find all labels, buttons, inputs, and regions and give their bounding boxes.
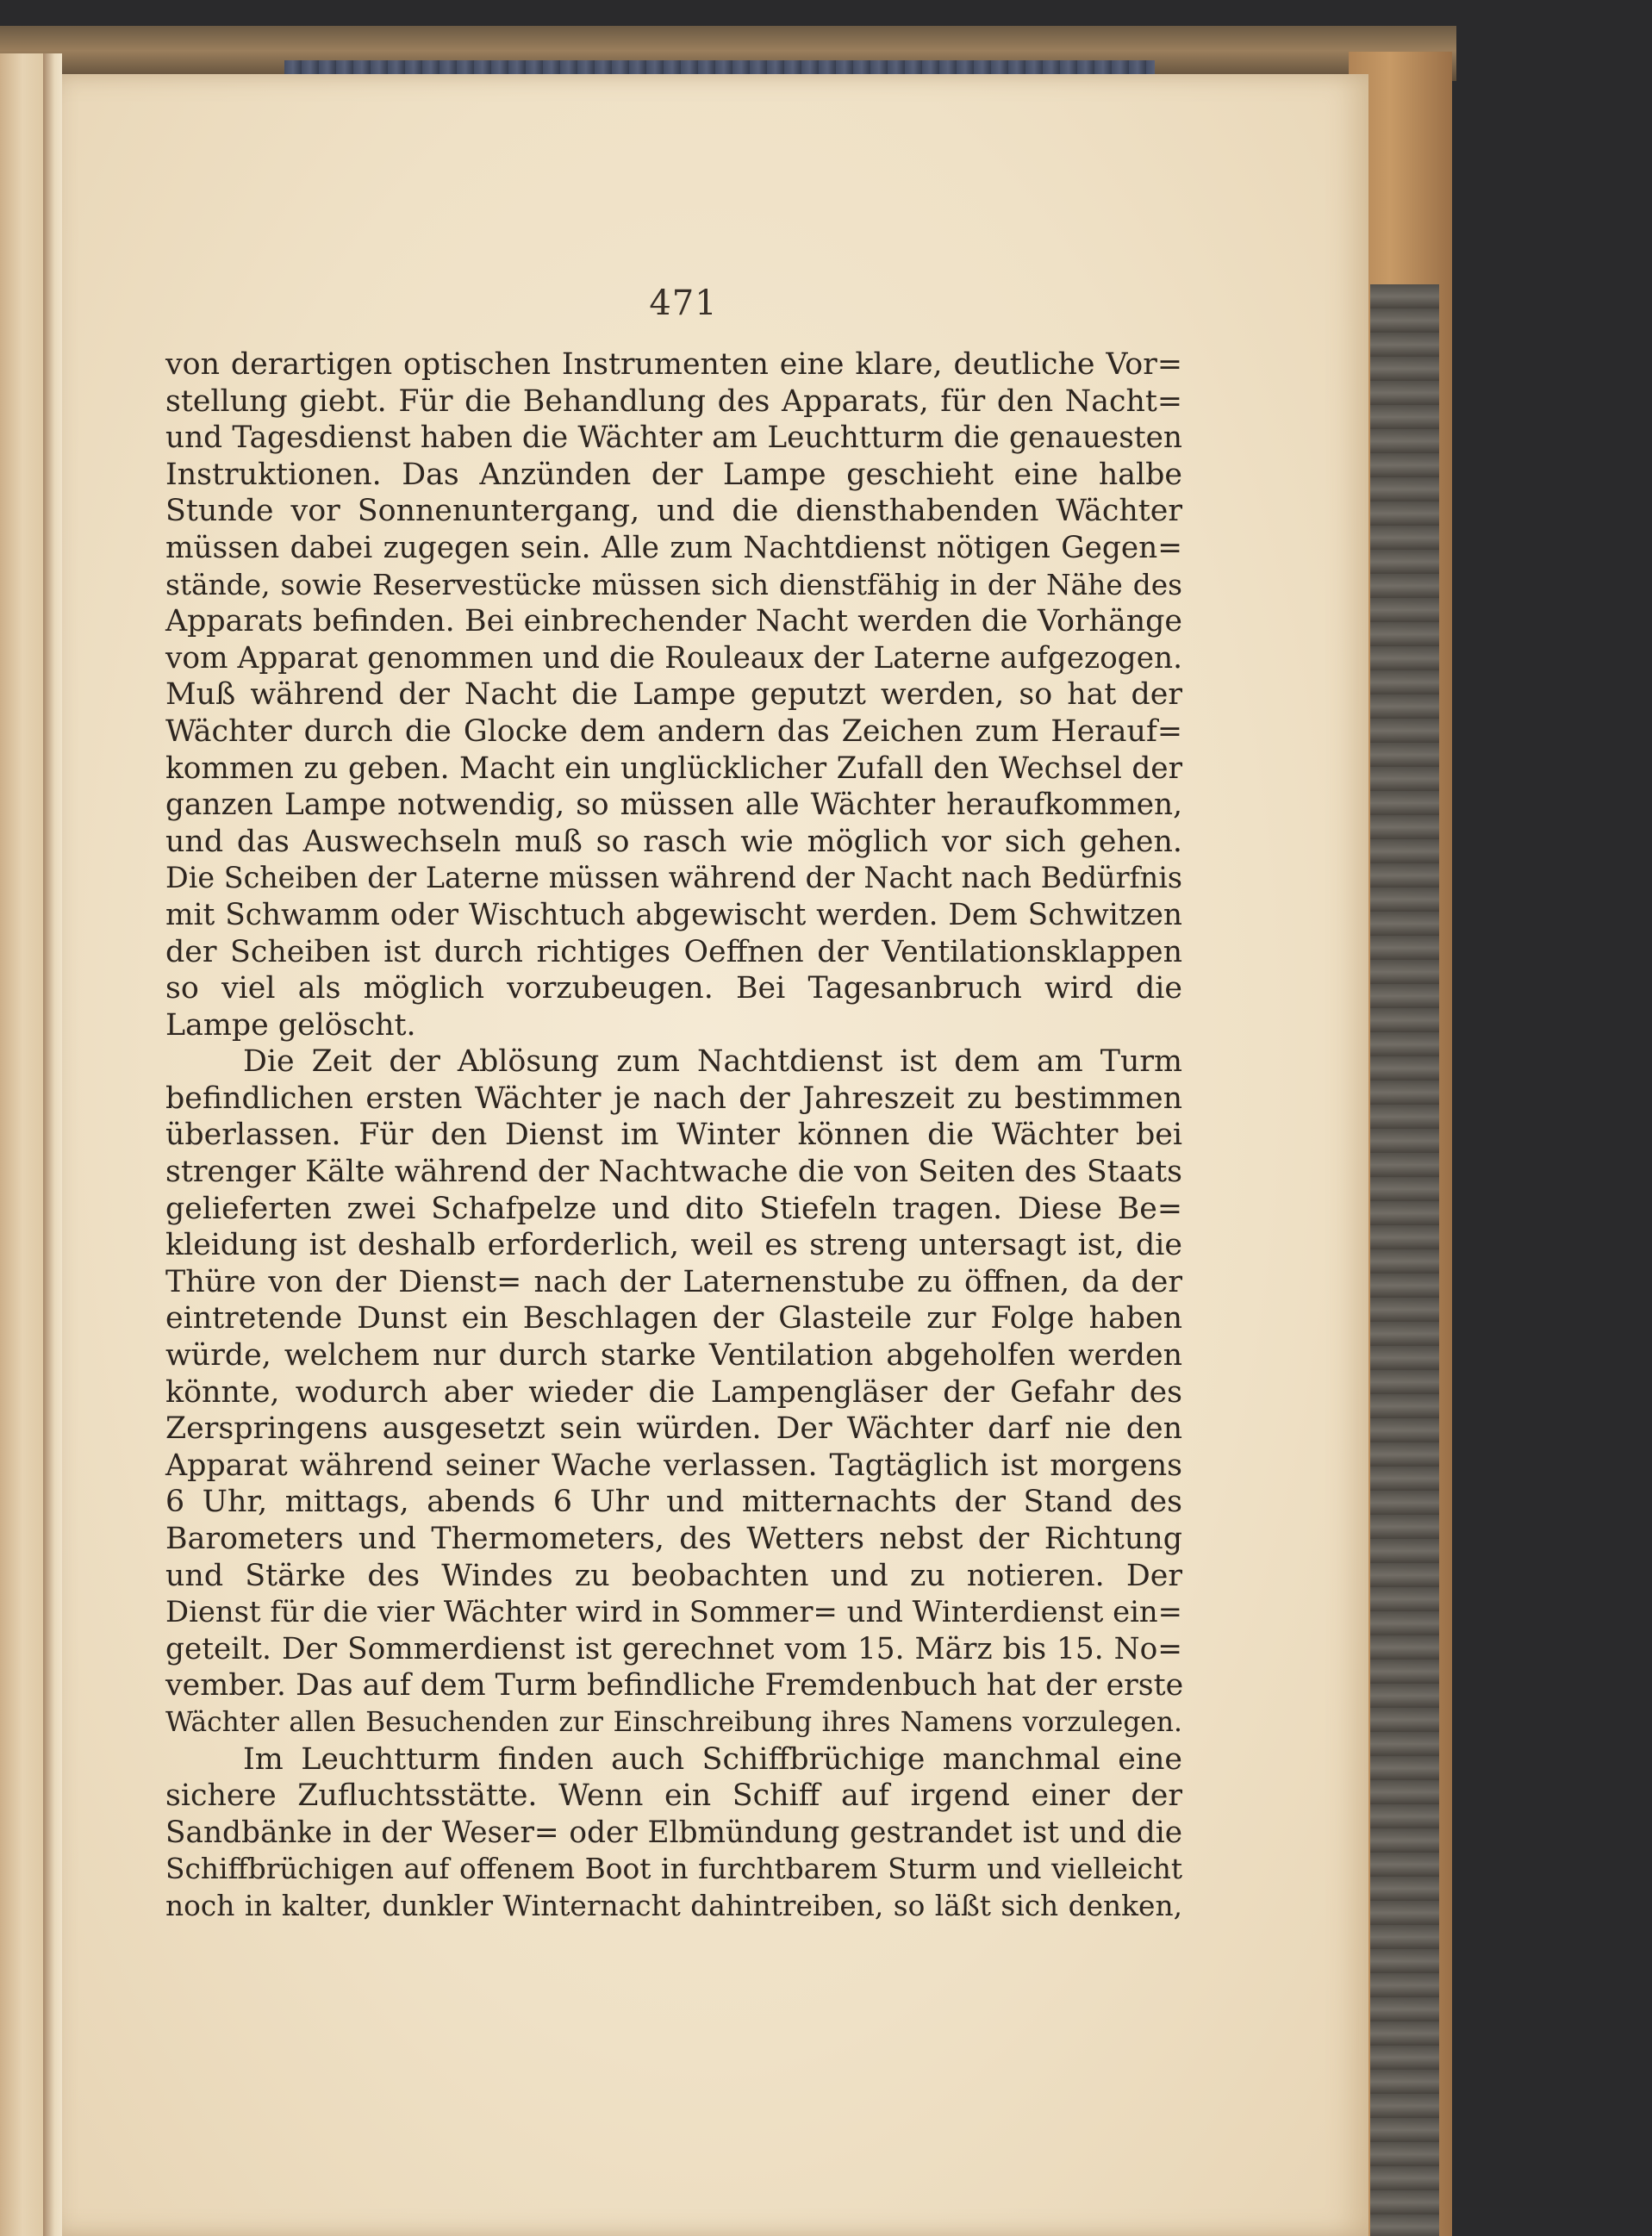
text-line: noch in kalter, dunkler Winternacht dahintreiben, so läßt sich denken, (165, 1889, 1182, 1922)
text-line: Lampe gelöscht. (165, 1007, 416, 1043)
text-line: so viel als möglich vorzubeugen. Bei Tagesanbruch wird die (165, 971, 1182, 1006)
text-line: mit Schwamm oder Wischtuch abgewischt werden. Dem Schwitzen (165, 897, 1182, 932)
text-line: Barometers und Thermometers, des Wetters nebst der Richtung (165, 1522, 1182, 1556)
text-line: und das Auswechseln muß so rasch wie möglich vor sich gehen. (165, 824, 1182, 859)
text-line: Stunde vor Sonnenuntergang, und die diensthabenden Wächter (165, 494, 1182, 529)
text-line: stände, sowie Reservestücke müssen sich dienstfähig in der Nähe des (165, 568, 1182, 601)
text-line: Wächter allen Besuchenden zur Einschreibung ihres Namens vorzulegen. (165, 1706, 1182, 1738)
text-line: befindlichen ersten Wächter je nach der Jahreszeit zu bestimmen (165, 1081, 1182, 1116)
text-line: Apparat während seiner Wache verlassen. Tagtäglich ist morgens (165, 1448, 1182, 1483)
text-line: Wächter durch die Glocke dem andern das Zeichen zum Herauf= (165, 713, 1182, 749)
text-line: Muß während der Nacht die Lampe geputzt werden, so hat der (165, 677, 1182, 713)
text-line: sichere Zufluchtsstätte. Wenn ein Schiff auf irgend einer der (165, 1778, 1182, 1814)
page-text-block (165, 346, 1182, 1925)
text-line: Apparats befinden. Bei einbrechender Nacht werden die Vorhänge (165, 604, 1182, 639)
text-line: Thüre von der Dienst= nach der Laternenstube zu öffnen, da der (165, 1264, 1182, 1299)
text-line: Im Leuchtturm finden auch Schiffbrüchige manchmal eine (243, 1741, 1182, 1777)
text-line: von derartigen optischen Instrumenten eine klare, deutliche Vor= (165, 347, 1182, 382)
text-line: gelieferten zwei Schafpelze und dito Stiefeln tragen. Diese Be= (165, 1191, 1182, 1226)
text-line: kleidung ist deshalb erforderlich, weil es streng untersagt ist, die (165, 1228, 1182, 1263)
book-gutter (43, 53, 62, 2236)
text-line: stellung giebt. Für die Behandlung des Apparats, für den Nacht= (165, 383, 1182, 419)
page-number: 471 (649, 283, 718, 323)
text-line: Zerspringens ausgesetzt sein würden. Der Wächter darf nie den (165, 1411, 1182, 1447)
text-line: überlassen. Für den Dienst im Winter können die Wächter bei (165, 1118, 1182, 1153)
cover-cloth-strip (1370, 284, 1439, 2236)
text-line: eintretende Dunst ein Beschlagen der Glasteile zur Folge haben (165, 1301, 1182, 1336)
text-line: 6 Uhr, mittags, abends 6 Uhr und mitternachts der Stand des (165, 1485, 1182, 1520)
text-line: und Stärke des Windes zu beobachten und zu notieren. Der (165, 1558, 1182, 1593)
text-line: Schiffbrüchigen auf offenem Boot in furchtbarem Sturm und vielleicht (165, 1853, 1182, 1886)
text-line: würde, welchem nur durch starke Ventilation abgeholfen werden (165, 1338, 1182, 1373)
text-line: Sandbänke in der Weser= oder Elbmündung gestrandet ist und die (165, 1815, 1182, 1850)
text-line: der Scheiben ist durch richtiges Oeffnen der Ventilationsklappen (165, 934, 1182, 969)
book-page (50, 74, 1368, 2236)
text-line: vember. Das auf dem Turm befindliche Fremdenbuch hat der erste (165, 1668, 1184, 1703)
text-line: und Tagesdienst haben die Wächter am Leuchtturm die genauesten (165, 420, 1182, 456)
text-line: Instruktionen. Das Anzünden der Lampe geschieht eine halbe (165, 457, 1182, 492)
text-line: kommen zu geben. Macht ein unglücklicher Zufall den Wechsel der (165, 751, 1182, 786)
text-line: Die Zeit der Ablösung zum Nachtdienst ist dem am Turm (243, 1044, 1182, 1080)
text-line: strenger Kälte während der Nachtwache die von Seiten des Staats (165, 1155, 1182, 1190)
text-line: müssen dabei zugegen sein. Alle zum Nachtdienst nötigen Gegen= (165, 530, 1182, 565)
text-line: geteilt. Der Sommerdienst ist gerechnet vom 15. März bis 15. No= (165, 1631, 1182, 1666)
text-line: Die Scheiben der Laterne müssen während der Nacht nach Bedürfnis (165, 861, 1182, 895)
text-line: ganzen Lampe notwendig, so müssen alle Wächter heraufkommen, (165, 788, 1182, 823)
text-line: vom Apparat genommen und die Rouleaux der Laterne aufgezogen. (165, 640, 1182, 676)
text-line: Dienst für die vier Wächter wird in Sommer= und Winterdienst ein= (165, 1595, 1182, 1629)
text-line: könnte, wodurch aber wieder die Lampengläser der Gefahr des (165, 1374, 1182, 1410)
